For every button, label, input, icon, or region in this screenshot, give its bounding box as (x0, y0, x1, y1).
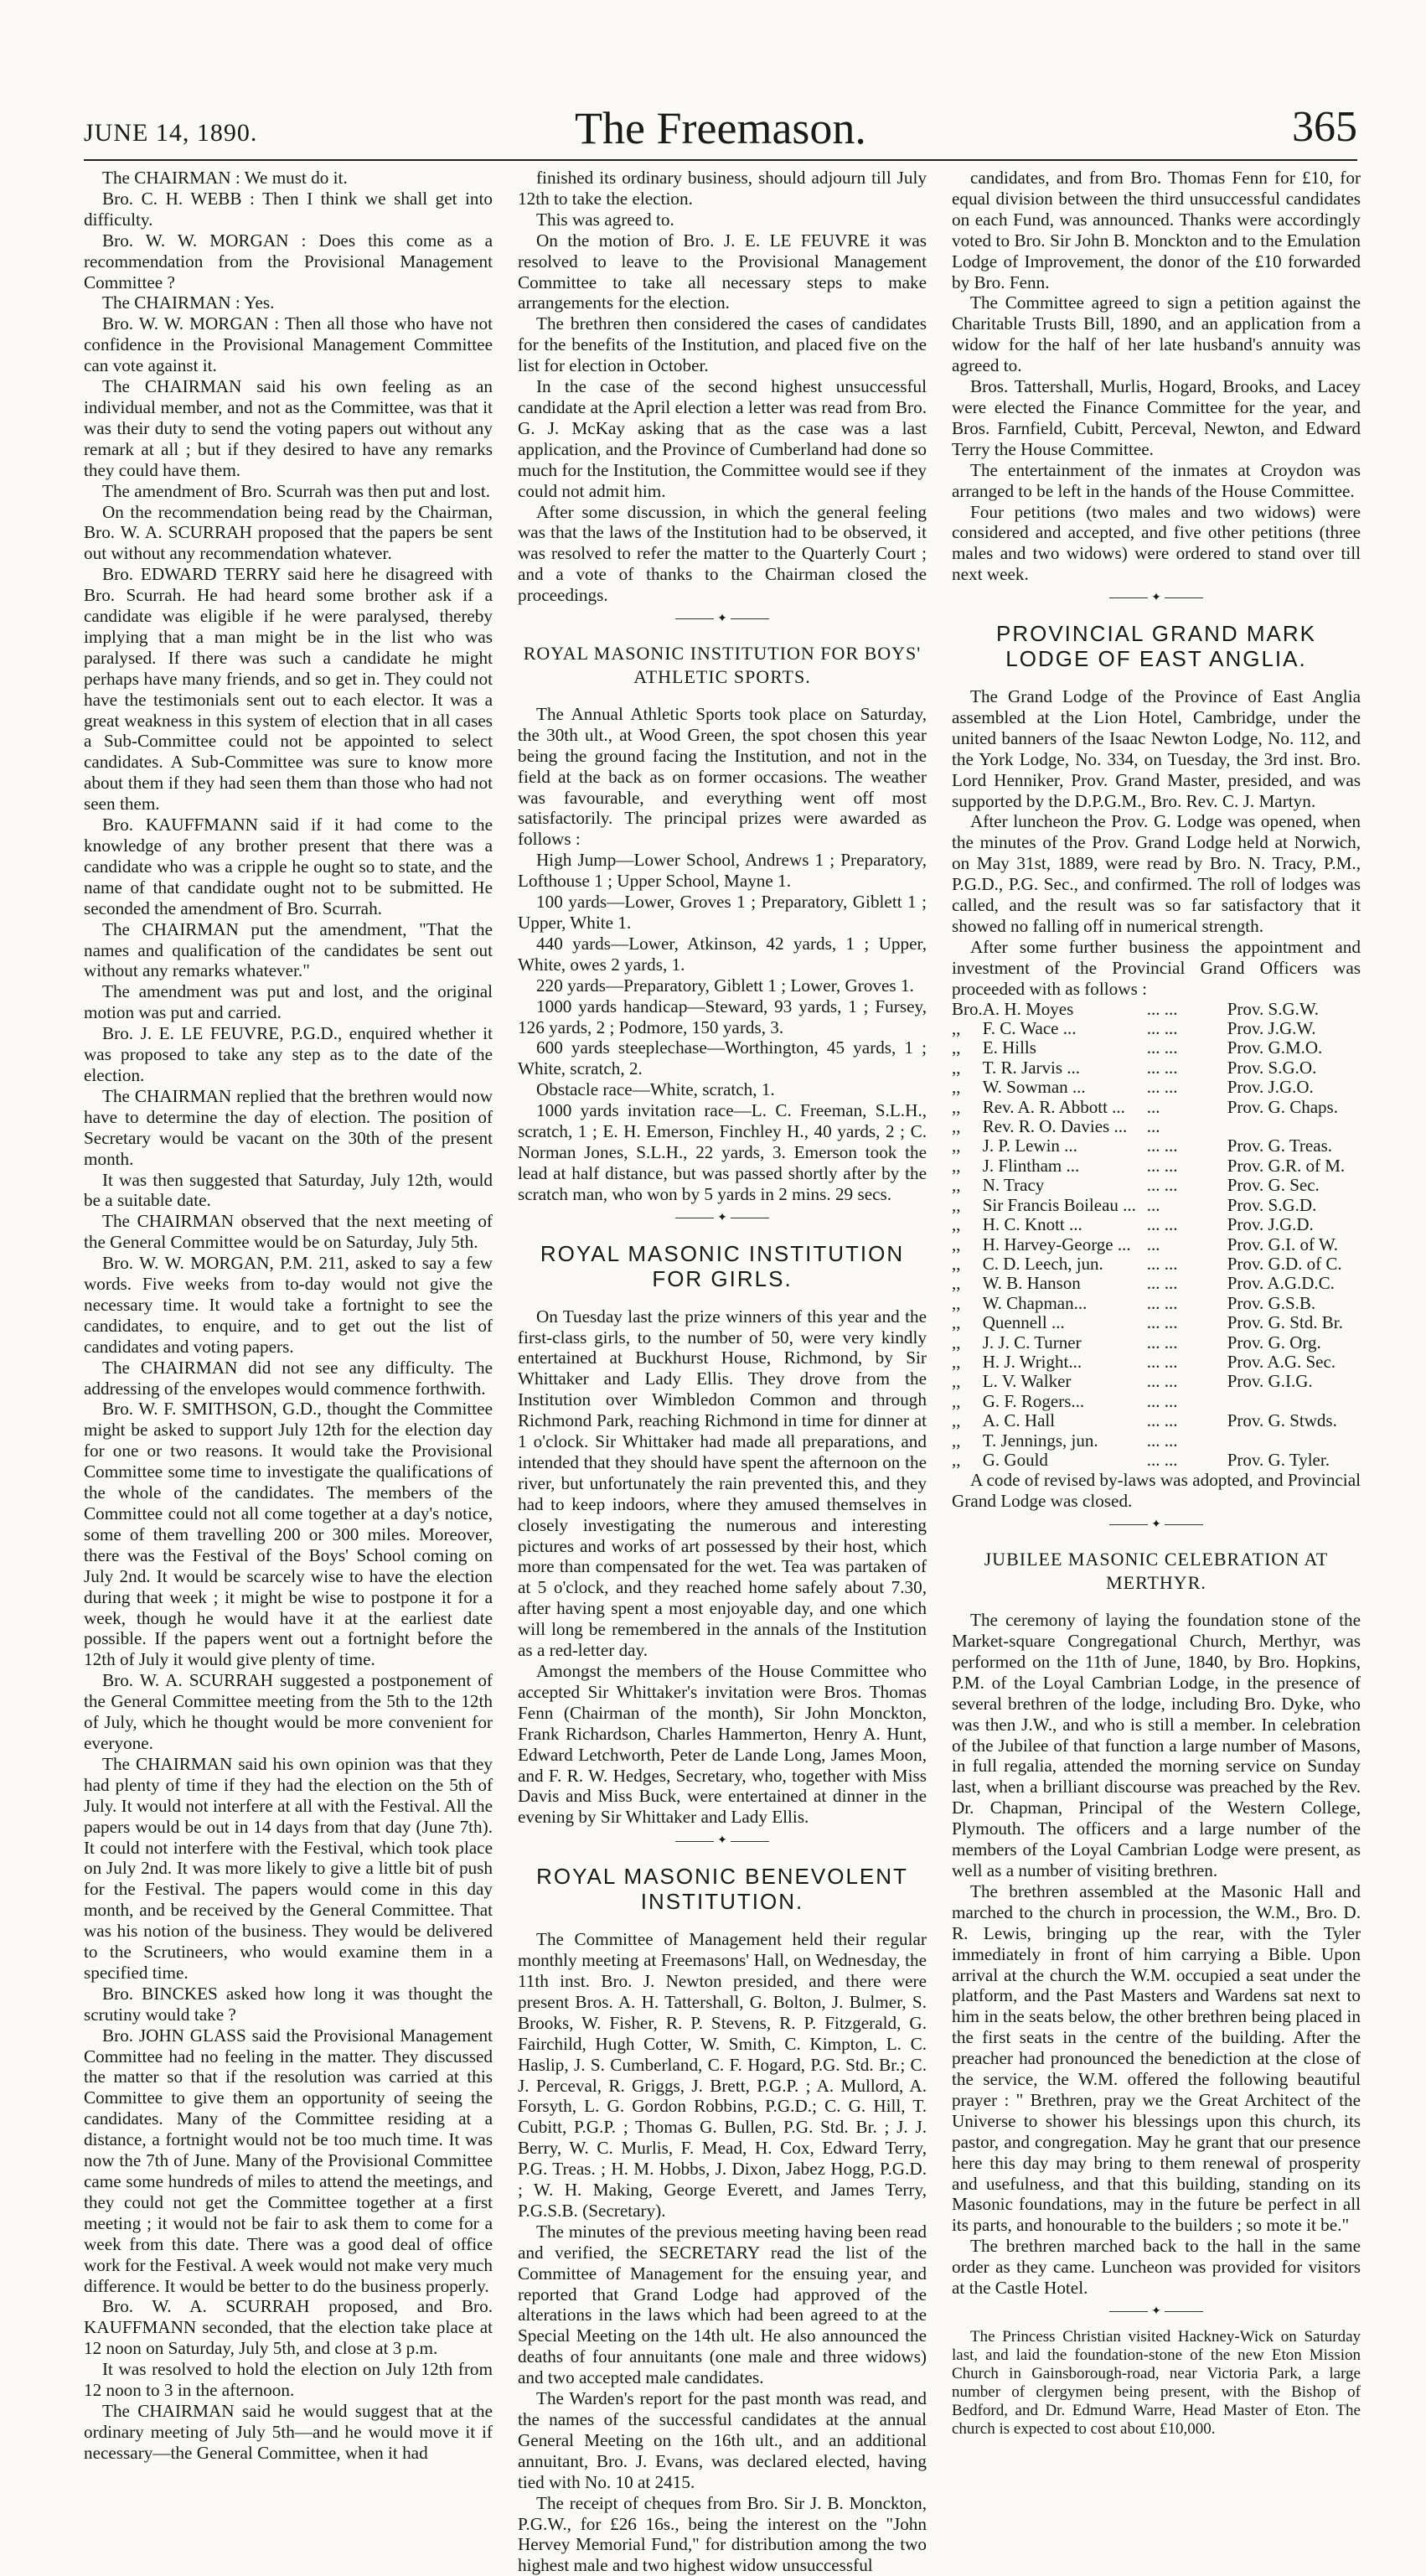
paragraph: Bro. J. E. LE FEUVRE, P.G.D., enquired whether it was proposed to take any step as to the date of the election. (84, 1023, 493, 1085)
paragraph: Amongst the members of the House Committee who accepted Sir Whittaker's invitation were Bros. Thomas Fenn (Chairman of the month), Sir John Monckton, Frank Richardson, Charles Hammerton, Henry A. Hunt, Edward Letchworth, Peter de Lande Long, James Moon, and F. R. W. Hedges, Secretary, who, together with Miss Davis and Miss Buck, were entertained at dinner in the evening by Sir Whittaker and Lady Ellis. (518, 1661, 927, 1828)
officers-table (952, 1000, 1361, 1471)
column-1 (84, 168, 493, 2464)
section-separator: ✦ (952, 588, 1361, 609)
officer-prefix: ,, (952, 1390, 961, 1411)
officer-name: G. Gould (982, 1449, 1048, 1470)
officer-office: Prov. J.G.O. (1227, 1077, 1314, 1098)
officer-prefix: ,, (952, 1371, 961, 1392)
officer-prefix: ,, (952, 1057, 961, 1078)
officer-office: Prov. G. Chaps. (1227, 1096, 1338, 1117)
officer-prefix: Bro. (952, 998, 983, 1019)
officer-row (952, 1274, 1361, 1293)
mark-closing: A code of revised by-laws was adopted, and Provincial Grand Lodge was closed. (952, 1470, 1361, 1512)
officer-office: Prov. S.G.W. (1227, 998, 1320, 1019)
officer-dots: ... (1146, 1194, 1160, 1215)
jubilee-heading: JUBILEE MASONIC CELEBRATION AT MERTHYR. (984, 1549, 1329, 1594)
paragraph: The CHAIRMAN did not see any difficulty. The addressing of the envelopes would commence forthwith. (84, 1357, 493, 1399)
officer-prefix: ,, (952, 1449, 961, 1470)
paragraph: 1000 yards handicap—Steward, 93 yards, 1 ; Fursey, 126 yards, 2 ; Podmore, 150 yards, 3. (518, 996, 927, 1037)
paragraph: candidates, and from Bro. Thomas Fenn for £10, for equal division between the third unsuccessful candidates on each Fund, was announced. Thanks were accordingly voted to Bro. Sir John B. Monckton and to the Emulation Lodge of Improvement, the donor of the £10 forwarded by Bro. Fenn. (952, 168, 1361, 292)
officer-dots: ... ... (1146, 1430, 1178, 1451)
paragraph: High Jump—Lower School, Andrews 1 ; Preparatory, Lofthouse 1 ; Upper School, Mayne 1. (518, 850, 927, 892)
officer-office: Prov. A.G.D.C. (1227, 1273, 1335, 1294)
officer-prefix: ,, (952, 1096, 961, 1117)
paragraph: After some further business the appointment and investment of the Provincial Grand Officers was proceeded with as follows : (952, 936, 1361, 999)
paragraph: Bro. BINCKES asked how long it was thought the scrutiny would take ? (84, 1983, 493, 2025)
paragraph: The ceremony of laying the foundation stone of the Market-square Congregational Church, Merthyr, was performed on the 11th of June, 1840, by Bro. Hopkins, P.M. of the Loyal Cambrian Lodge, in the presence of several brethren of the lodge, including Bro. Dyke, who was then J.W., and who is still a member. In celebration of the Jubilee of that function a large number of Masons, in full regalia, attended the morning service on Sunday last, when a brilliant discourse was preached by the Rev. Dr. Chapman, Principal of the Western College, Plymouth. The officers and a large number of the members of the Loyal Cambrian Lodge were present, as well as a number of visiting brethren. (952, 1610, 1361, 1880)
officer-name: J. P. Lewin ... (982, 1135, 1077, 1156)
officer-name: Quennell ... (982, 1312, 1065, 1333)
officer-office: Prov. G.R. of M. (1227, 1155, 1346, 1176)
paragraph: Bro. EDWARD TERRY said here he disagreed with Bro. Scurrah. He had heard some brother ask if a candidate was eligible if he were paralysed, thereby implying that a man might be in the list who was paralysed. If there was such a candidate he might perhaps have many friends, and so get in. They could not have the testimonials sent out to each elector. It was a great weakness in this system of election that in all cases a Sub-Committee could not be appointed to select candidates. A Sub-Committee was sure to know more about them if they had seen them than those who had not seen them. (84, 564, 493, 815)
officer-prefix: ,, (952, 1292, 961, 1313)
paragraph: The CHAIRMAN observed that the next meeting of the General Committee would be on Saturday, July 5th. (84, 1211, 493, 1253)
paragraph: After luncheon the Prov. G. Lodge was opened, when the minutes of the Prov. Grand Lodge held at Norwich, on May 31st, 1889, were read by Bro. N. Tracy, P.M., P.G.D., P.G. Sec., and confirmed. The roll of lodges was called, and the result was so far satisfactory that it showed no falling off in numerical strength. (952, 811, 1361, 936)
paragraph: finished its ordinary business, should adjourn till July 12th to take the election. (518, 168, 927, 209)
paragraph: The Annual Athletic Sports took place on Saturday, the 30th ult., at Wood Green, the spot chosen this year being the ground facing the Institution, and not in the field at the back as on former occasions. The weather was favourable, and everything went off most satisfactorily. The principal prizes were awarded as follows : (518, 703, 927, 850)
princess-paragraph: The Princess Christian visited Hackney-Wick on Saturday last, and laid the foundation-stone of the new Eton Mission Church in Gainsborough-road, near Victoria Park, a large number of clergymen being present, with the Bishop of Bedford, and Dr. Edmund Warre, Head Master of Eton. The church is expected to cost about £10,000. (952, 2327, 1361, 2438)
officer-row (952, 1294, 1361, 1313)
officer-name: W. B. Hanson (982, 1273, 1081, 1294)
officer-name: W. Chapman... (982, 1292, 1088, 1313)
paragraph: The brethren marched back to the hall in the same order as they came. Luncheon was provided for visitors at the Castle Hotel. (952, 2236, 1361, 2299)
officer-dots: ... ... (1146, 1175, 1178, 1196)
officer-office: Prov. S.G.D. (1227, 1194, 1317, 1215)
officer-dots: ... (1146, 1096, 1160, 1117)
officer-prefix: ,, (952, 1037, 961, 1058)
officer-row (952, 1411, 1361, 1430)
section-separator: ✦ (952, 1515, 1361, 1536)
officer-name: W. Sowman ... (982, 1077, 1086, 1098)
officer-row (952, 1431, 1361, 1451)
officer-name: G. F. Rogers... (982, 1390, 1085, 1411)
officer-dots: ... ... (1146, 1155, 1178, 1176)
officer-row (952, 1176, 1361, 1195)
paragraph: The brethren assembled at the Masonic Hall and marched to the church in procession, the W.M., Bro. D. R. Lewis, bringing up the rear, with the Tyler immediately in front of him carrying a Bible. Upon arrival at the church the W.M. occupied a seat under the platform, and the Past Masters and Wardens sat next to him in the seats below, the other brethren being placed in the first seats in the centre of the building. After the preacher had pronounced the benediction at the close of the service, the W.M. offered the following beautiful prayer : " Brethren, pray we the Great Architect of the Universe to shower his blessings upon this church, its pastor, and congregation. May he grant that our presence here this day may bring to them renewal of prosperity and usefulness, and that this building, standing on its Masonic foundations, may in the future be perfect in all its parts, and honourable to the builders ; so mote it be." (952, 1880, 1361, 2236)
benevolent-heading: ROYAL MASONIC BENEVOLENT INSTITUTION. (536, 1864, 908, 1915)
officer-row (952, 1156, 1361, 1176)
paragraph: The brethren then considered the cases of candidates for the benefits of the Institution, and placed five on the list for election in October. (518, 313, 927, 376)
officer-dots: ... ... (1146, 1449, 1178, 1470)
officer-row (952, 1078, 1361, 1097)
paragraph: The Committee of Management held their regular monthly meeting at Freemasons' Hall, on Wednesday, the 11th inst. Bro. J. Newton presided, and there were present Bros. A. H. Tattershall, G. Bolton, J. Bulmer, S. Brooks, W. Fisher, R. P. Stevens, R. P. Fitzgerald, G. Fairchild, Hugh Cotter, W. Smith, C. Kimpton, L. C. Haslip, J. S. Cumberland, C. F. Hogard, P.G. Std. Br.; C. J. Perceval, R. Griggs, J. Brett, P.G.P. ; A. Mullord, A. Forsyth, L. G. Gordon Robbins, P.G.D.; C. G. Hill, T. Cubitt, P.G.P. ; Thomas G. Bullen, P.G. Std. Br. ; J. J. Berry, W. C. Murlis, F. Mead, H. Cox, Edward Terry, P.G. Treas. ; H. M. Hobbs, J. Dixon, Jabez Hogg, P.G.D. ; W. H. Making, George Everett, and James Terry, P.G.S.B. (Secretary). (518, 1929, 927, 2221)
officer-row (952, 1098, 1361, 1117)
paragraph: 220 yards—Preparatory, Giblett 1 ; Lower, Groves 1. (536, 975, 914, 996)
officer-office (1227, 1392, 1361, 1411)
officer-office: Prov. G.I.G. (1227, 1371, 1313, 1392)
masthead-rule (84, 159, 1357, 161)
paragraph: On the recommendation being read by the Chairman, Bro. W. A. SCURRAH proposed that the papers be sent out without any recommendation whatever. (84, 501, 493, 564)
officer-office: Prov. G. Sec. (1227, 1175, 1320, 1196)
officer-dots: ... ... (1146, 1077, 1178, 1098)
paragraph: Bro. W. A. SCURRAH proposed, and Bro. KAUFFMANN seconded, that the election take place at 12 noon on Saturday, July 5th, and close at 3 p.m. (84, 2296, 493, 2359)
officer-row (952, 1136, 1361, 1156)
paragraph: Bros. Tattershall, Murlis, Hogard, Brooks, and Lacey were elected the Finance Committee for the year, and Bros. Farnfield, Cubitt, Perceval, Newton, and Edward Terry the House Committee. (952, 376, 1361, 459)
officer-row (952, 1196, 1361, 1215)
officer-dots: ... ... (1146, 1018, 1178, 1039)
paragraph: Four petitions (two males and two widows) were considered and accepted, and five other petitions (three males and two widows) were ordered to stand over till next week. (952, 501, 1361, 585)
officer-dots: ... ... (1146, 1312, 1178, 1333)
paragraph: This was agreed to. (536, 209, 674, 230)
officer-prefix: ,, (952, 1351, 961, 1372)
officer-dots: ... ... (1146, 1135, 1178, 1156)
officer-row (952, 1451, 1361, 1470)
officer-office: Prov. G. Tyler. (1227, 1449, 1330, 1470)
officer-name: J. J. C. Turner (982, 1332, 1082, 1353)
officer-name: C. D. Leech, jun. (982, 1253, 1103, 1274)
officer-dots: ... ... (1146, 1410, 1178, 1431)
officer-name: H. C. Knott ... (982, 1214, 1082, 1235)
officer-prefix: ,, (952, 1273, 961, 1294)
officer-row (952, 1019, 1361, 1038)
officer-prefix: ,, (952, 1214, 961, 1235)
officer-row (952, 1215, 1361, 1234)
paragraph: The minutes of the previous meeting having been read and verified, the SECRETARY read the list of the Committee of Management for the ensuing year, and reported that Grand Lodge had approved of the alterations in the laws which had been agreed to at the Special Meeting on the 14th ult. He also announced the deaths of four annuitants (one male and three widows) and two accepted male candidates. (518, 2221, 927, 2388)
officer-name: J. Flintham ... (982, 1155, 1080, 1176)
column-2 (518, 168, 927, 2576)
officer-dots: ... ... (1146, 1057, 1178, 1078)
paragraph: The Grand Lodge of the Province of East Anglia assembled at the Lion Hotel, Cambridge, under the united banners of the Isaac Newton Lodge, No. 112, and the York Lodge, No. 334, on Tuesday, the 3rd inst. Bro. Lord Henniker, Prov. Grand Master, presided, and was supported by the D.P.G.M., Bro. Rev. C. J. Martyn. (952, 686, 1361, 811)
sports-article (518, 704, 927, 1205)
paragraph: Bro. JOHN GLASS said the Provisional Management Committee had no feeling in the matter. They discussed the matter so that if the resolution was carried at this Committee to give them an opportunity of seeing the candidates. Many of the Committee residing at a distance, a fortnight would not be too much time. It was now the 7th of June. Many of the Provisional Committee came some hundreds of miles to attend the meetings, and they could not get the Committee together at a first meeting ; it would not be fair to ask them to come for a week from this date. There was a good deal of office work for the Festival. A week would not make very much difference. It would be better to do the business properly. (84, 2025, 493, 2296)
paragraph: It was then suggested that Saturday, July 12th, would be a suitable date. (84, 1169, 493, 1211)
officer-prefix: ,, (952, 1194, 961, 1215)
officer-dots: ... ... (1146, 1390, 1178, 1411)
page-number: 365 (1292, 103, 1357, 151)
officer-prefix: ,, (952, 1135, 961, 1156)
paragraph: The CHAIRMAN : We must do it. (102, 168, 348, 188)
officer-prefix: ,, (952, 1430, 961, 1451)
paragraph: The CHAIRMAN said he would suggest that at the ordinary meeting of July 5th—and he would move it if necessary—the General Committee, when it had (84, 2400, 493, 2463)
officer-row (952, 1038, 1361, 1058)
officer-row (952, 1392, 1361, 1411)
officer-dots: ... ... (1146, 1371, 1178, 1392)
section-separator: ✦ (518, 1831, 927, 1852)
officer-name: F. C. Wace ... (982, 1018, 1077, 1039)
officer-office (1227, 1431, 1361, 1451)
paragraph: Bro. W. A. SCURRAH suggested a postponement of the General Committee meeting from the 5th to the 12th of July, which he thought would be more convenient for everyone. (84, 1670, 493, 1753)
officer-name: E. Hills (982, 1037, 1036, 1058)
officer-prefix: ,, (952, 1332, 961, 1353)
officer-prefix: ,, (952, 1155, 961, 1176)
officer-office (1227, 1117, 1361, 1136)
paragraph: In the case of the second highest unsuccessful candidate at the April election a letter was read from Bro. G. J. McKay asking that as the case was a last application, and the Province of Cumberland had done so much for the Institution, the Committee would see if they could not admit him. (518, 376, 927, 501)
paragraph: Bro. W. W. MORGAN : Then all those who have not confidence in the Provisional Management Committee can vote against it. (84, 313, 493, 376)
officer-prefix: ,, (952, 1116, 961, 1137)
issue-date: JUNE 14, 1890. (84, 119, 258, 147)
officer-office: Prov. G. Treas. (1227, 1135, 1332, 1156)
section-separator: ✦ (518, 609, 927, 630)
officer-dots: ... (1146, 1234, 1160, 1254)
officer-dots: ... ... (1146, 1253, 1178, 1274)
section-separator: ✦ (518, 1208, 927, 1229)
officer-row (952, 1254, 1361, 1274)
girls-heading: ROYAL MASONIC INSTITUTION FOR GIRLS. (540, 1240, 905, 1291)
paragraph: It was resolved to hold the election on July 12th from 12 noon to 3 in the afternoon. (84, 2359, 493, 2401)
officer-name: H. J. Wright... (982, 1351, 1082, 1372)
paragraph: Bro. W. W. MORGAN : Does this come as a recommendation from the Provisional Management Committee ? (84, 230, 493, 292)
officer-dots: ... ... (1146, 1351, 1178, 1372)
officer-dots: ... ... (1146, 1292, 1178, 1313)
officer-office: Prov. G. Org. (1227, 1332, 1321, 1353)
paragraph: The Warden's report for the past month was read, and the names of the successful candidates at the annual General Meeting on the 16th ult., and an additional annuitant, Bro. J. Evans, was declared elected, having tied with No. 10 at 2415. (518, 2388, 927, 2492)
officer-office: Prov. G.M.O. (1227, 1037, 1323, 1058)
officer-prefix: ,, (952, 1018, 961, 1039)
paragraph: The entertainment of the inmates at Croydon was arranged to be left in the hands of the House Committee. (952, 459, 1361, 501)
officer-name: Sir Francis Boileau ... (982, 1194, 1136, 1215)
paragraph: The CHAIRMAN said his own feeling as an individual member, and not as the Committee, was that it was their duty to send the voting papers out without any remark at all ; but if they desired to have any remarks they could have them. (84, 376, 493, 480)
newspaper-title: The Freemason. (575, 103, 866, 153)
paragraph: Bro. KAUFFMANN said if it had come to the knowledge of any brother present that there was a candidate who was a cripple he ought so to state, and the name of that candidate ought not to be submitted. He seconded the amendment of Bro. Scurrah. (84, 815, 493, 918)
paragraph: The amendment was put and lost, and the original motion was put and carried. (84, 981, 493, 1023)
officer-office: Prov. G.I. of W. (1227, 1234, 1338, 1254)
officer-prefix: ,, (952, 1253, 961, 1274)
officer-dots: ... ... (1146, 1037, 1178, 1058)
officer-prefix: ,, (952, 1410, 961, 1431)
jubilee-article (952, 1610, 1361, 2299)
officer-dots: ... ... (1146, 998, 1178, 1019)
officer-row (952, 1353, 1361, 1372)
officer-name: Rev. A. R. Abbott ... (982, 1096, 1125, 1117)
paragraph: The CHAIRMAN put the amendment, "That the names and qualification of the candidates be sent out without any remarks whatever." (84, 918, 493, 981)
officer-prefix: ,, (952, 1234, 961, 1254)
officer-dots: ... (1146, 1116, 1160, 1137)
paragraph: Bro. C. H. WEBB : Then I think we shall get into difficulty. (84, 188, 493, 230)
paragraph: The CHAIRMAN : Yes. (102, 292, 275, 313)
masthead (84, 99, 1357, 158)
officer-row (952, 1372, 1361, 1391)
officer-office: Prov. S.G.O. (1227, 1057, 1317, 1078)
officer-name: L. V. Walker (982, 1371, 1072, 1392)
officer-office: Prov. J.G.D. (1227, 1214, 1314, 1235)
paragraph: The CHAIRMAN said his own opinion was that they had plenty of time if they had the election on the 5th of July. It would not interfere at all with the Festival. All the papers would be out in 14 days from that day (June 7th). It could not interfere with the Festival, which took place on July 2nd. It was more likely to give a little bit of push for the Festival. The papers would come in this day month, and be received by the General Committee. That was his notion of the business. They would be delivered to the Scrutineers, who would examine them in a specified time. (84, 1753, 493, 1983)
officer-dots: ... ... (1146, 1273, 1178, 1294)
officer-row (952, 1235, 1361, 1254)
paragraph: 600 yards steeplechase—Worthington, 45 yards, 1 ; White, scratch, 2. (518, 1037, 927, 1079)
mark-lodge-heading: PROVINCIAL GRAND MARK LODGE OF EAST ANGLIA. (996, 621, 1316, 672)
section-separator: ✦ (952, 2302, 1361, 2323)
officer-name: N. Tracy (982, 1175, 1045, 1196)
paragraph: Bro. W. W. MORGAN, P.M. 211, asked to say a few words. Five weeks from to-day would not give the necessary time. It would take a fortnight to see the candidates, to enquire, and to get out the list of candidates and voting papers. (84, 1253, 493, 1357)
officer-office: Prov. G.S.B. (1227, 1292, 1316, 1313)
paragraph: The amendment of Bro. Scurrah was then put and lost. (102, 480, 491, 501)
paragraph: 100 yards—Lower, Groves 1 ; Preparatory, Giblett 1 ; Upper, White 1. (518, 892, 927, 933)
paragraph: Bro. W. F. SMITHSON, G.D., thought the Committee might be asked to support July 12th for the election day for one or two reasons. It would take the Provisional Committee some time to investigate the qualifications of the whole of the candidates. The members of the Committee could not all come together at a day's notice, some of them travelling 200 or 300 miles. Moreover, there was the Festival of the Boys' School coming on July 2nd. It would be scarcely wise to have the election during that week ; it might be wise to postpone it for a week, though he would have it at the earliest date possible. If the papers went out a fortnight before the 12th of July it would give plenty of time. (84, 1399, 493, 1670)
officer-name: A. C. Hall (982, 1410, 1056, 1431)
officer-row (952, 1058, 1361, 1078)
girls-article (518, 1306, 927, 1829)
officer-prefix: ,, (952, 1077, 961, 1098)
officer-office: Prov. A.G. Sec. (1227, 1351, 1336, 1372)
officer-office: Prov. J.G.W. (1227, 1018, 1316, 1039)
paragraph: The receipt of cheques from Bro. Sir J. B. Monckton, P.G.W., for £26 16s., being the interest on the "John Hervey Memorial Fund," for distribution among the two highest male and two highest widow unsuccessful (518, 2492, 927, 2576)
paragraph: 440 yards—Lower, Atkinson, 42 yards, 1 ; Upper, White, owes 2 yards, 1. (518, 933, 927, 975)
sports-heading: ROYAL MASONIC INSTITUTION FOR BOYS' ATHLETIC SPORTS. (523, 642, 922, 687)
officer-row (952, 1333, 1361, 1353)
benevolent-article (518, 1929, 927, 2576)
committee-continued (518, 168, 927, 606)
officer-name: H. Harvey-George ... (982, 1234, 1131, 1254)
officer-dots: ... ... (1146, 1214, 1178, 1235)
officer-row (952, 1117, 1361, 1136)
officer-office: Prov. G. Std. Br. (1227, 1312, 1343, 1333)
paragraph: On the motion of Bro. J. E. LE FEUVRE it was resolved to leave to the Provisional Management Committee to take all necessary steps to make arrangements for the election. (518, 230, 927, 313)
paragraph: The CHAIRMAN replied that the brethren would now have to determine the day of election. The position of Secretary would be vacant on the 30th of the present month. (84, 1085, 493, 1169)
officer-name: T. Jennings, jun. (982, 1430, 1098, 1451)
officer-prefix: ,, (952, 1175, 961, 1196)
mark-lodge-article (952, 686, 1361, 1000)
officer-dots: ... ... (1146, 1332, 1178, 1353)
officer-name: Rev. R. O. Davies ... (982, 1116, 1128, 1137)
officer-office: Prov. G. Stwds. (1227, 1410, 1337, 1431)
officer-row (952, 1313, 1361, 1332)
officer-office: Prov. G.D. of C. (1227, 1253, 1342, 1274)
officer-row (952, 1000, 1361, 1019)
paragraph: 1000 yards invitation race—L. C. Freeman, S.L.H., scratch, 1 ; E. H. Emerson, Finchley H., 40 yards, 2 ; C. Norman Jones, S.L.H., 22 yards, 3. Emerson took the lead at half distance, but was passed shortly after by the scratch man, who won by 5 yards in 2 mins. 29 secs. (518, 1100, 927, 1204)
officer-name: A. H. Moyes (982, 998, 1074, 1019)
paragraph: The Committee agreed to sign a petition against the Charitable Trusts Bill, 1890, and an application from a widow for the half of her late husband's annuity was agreed to. (952, 292, 1361, 376)
benevolent-continued (952, 168, 1361, 585)
paragraph: On Tuesday last the prize winners of this year and the first-class girls, to the number of 50, were very kindly entertained at Buckhurst House, Richmond, by Sir Whittaker and Lady Ellis. They drove from the Institution over Wimbledon Common and through Richmond Park, reaching Richmond in time for dinner at 1 o'clock. Sir Whittaker had made all preparations, and intended that they should have spent the afternoon on the river, but unfortunately the rain prevented this, and they had to keep indoors, where they amused themselves in closely investigating the numerous and interesting pictures and works of art possessed by their host, which more than compensated for the wet. Tea was partaken of at 5 o'clock, and they reached home safely about 7.30, after having spent a most enjoyable day, and one which will long be remembered in the annals of the Institution as a red-letter day. (518, 1306, 927, 1661)
officer-prefix: ,, (952, 1312, 961, 1333)
officer-name: T. R. Jarvis ... (982, 1057, 1081, 1078)
paragraph: Obstacle race—White, scratch, 1. (536, 1079, 775, 1100)
paragraph: After some discussion, in which the general feeling was that the laws of the Institution had to be observed, it was resolved to refer the matter to the Quarterly Court ; and a vote of thanks to the Chairman closed the proceedings. (518, 501, 927, 606)
column-3 (952, 168, 1361, 2439)
